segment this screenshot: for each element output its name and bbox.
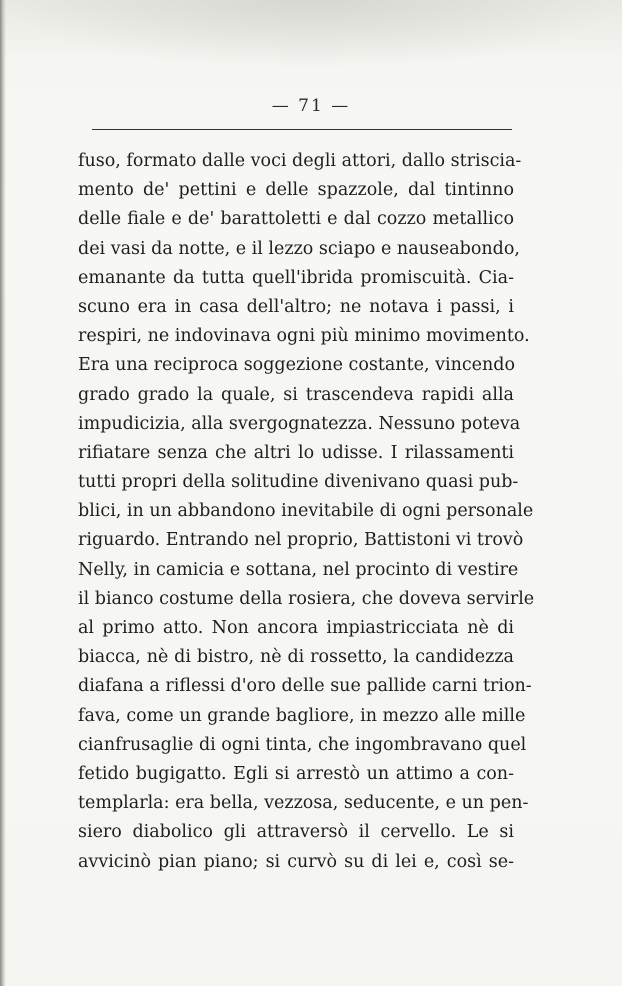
text-line: scuno era in casa dell'altro; ne notava i passi, i bbox=[78, 296, 514, 317]
text-line: Nelly, in camicia e sottana, nel procinto di vestire bbox=[78, 559, 519, 580]
text-line: tutti propri della solitudine divenivano quasi pub- bbox=[78, 472, 519, 493]
text-line: cianfrusaglie di ogni tinta, che ingombravano quel bbox=[78, 734, 527, 755]
text-line: fuso, formato dalle voci degli attori, dallo striscia- bbox=[78, 151, 522, 171]
text-line: fava, come un grande bagliore, in mezzo alle mille bbox=[78, 705, 526, 726]
text-line: templarla: era bella, vezzosa, seducente, e un pen- bbox=[78, 793, 529, 814]
page-number: — 71 — bbox=[271, 96, 351, 116]
text-line: impudicizia, alla svergognatezza. Nessuno poteva bbox=[78, 413, 521, 434]
text-line: emanante da tutta quell'ibrida promiscuità. Cia- bbox=[78, 267, 514, 288]
text-line: avvicinò pian piano; si curvò su di lei e, così se- bbox=[78, 851, 514, 872]
text-line: siero diabolico gli attraversò il cervello. Le si bbox=[78, 822, 514, 843]
body-text bbox=[78, 147, 535, 877]
text-line: diafana a riflessi d'oro delle sue pallide carni trion- bbox=[78, 676, 532, 697]
text-line: delle fiale e de' barattoletti e dal cozzo metallico bbox=[78, 209, 514, 230]
text-line: dei vasi da notte, e il lezzo sciapo e nauseabondo, bbox=[78, 238, 520, 259]
text-line: il bianco costume della rosiera, che doveva servirle bbox=[78, 588, 535, 609]
text-line: blici, in un abbandono inevitabile di ogni personale bbox=[78, 501, 534, 522]
text-line: Era una reciproca soggezione costante, vincendo bbox=[78, 355, 516, 376]
page-top-shading bbox=[0, 0, 622, 70]
text-line: rifiatare senza che altri lo udisse. I rilassamenti bbox=[78, 442, 514, 463]
text-line: fetido bugigatto. Egli si arrestò un attimo a con- bbox=[78, 763, 514, 784]
text-line: biacca, nè di bistro, nè di rossetto, la candidezza bbox=[78, 647, 514, 668]
text-line: grado grado la quale, si trascendeva rapidi alla bbox=[78, 384, 514, 405]
text-line: riguardo. Entrando nel proprio, Battistoni vi trovò bbox=[78, 530, 524, 551]
page-binding-edge bbox=[0, 0, 6, 986]
text-line: mento de' pettini e delle spazzole, dal tintinno bbox=[78, 180, 514, 201]
text-line: respiri, ne indovinava ogni più minimo movimento. bbox=[78, 326, 530, 347]
text-line: al primo atto. Non ancora impiastricciata nè di bbox=[78, 618, 514, 638]
header-rule bbox=[92, 129, 512, 130]
